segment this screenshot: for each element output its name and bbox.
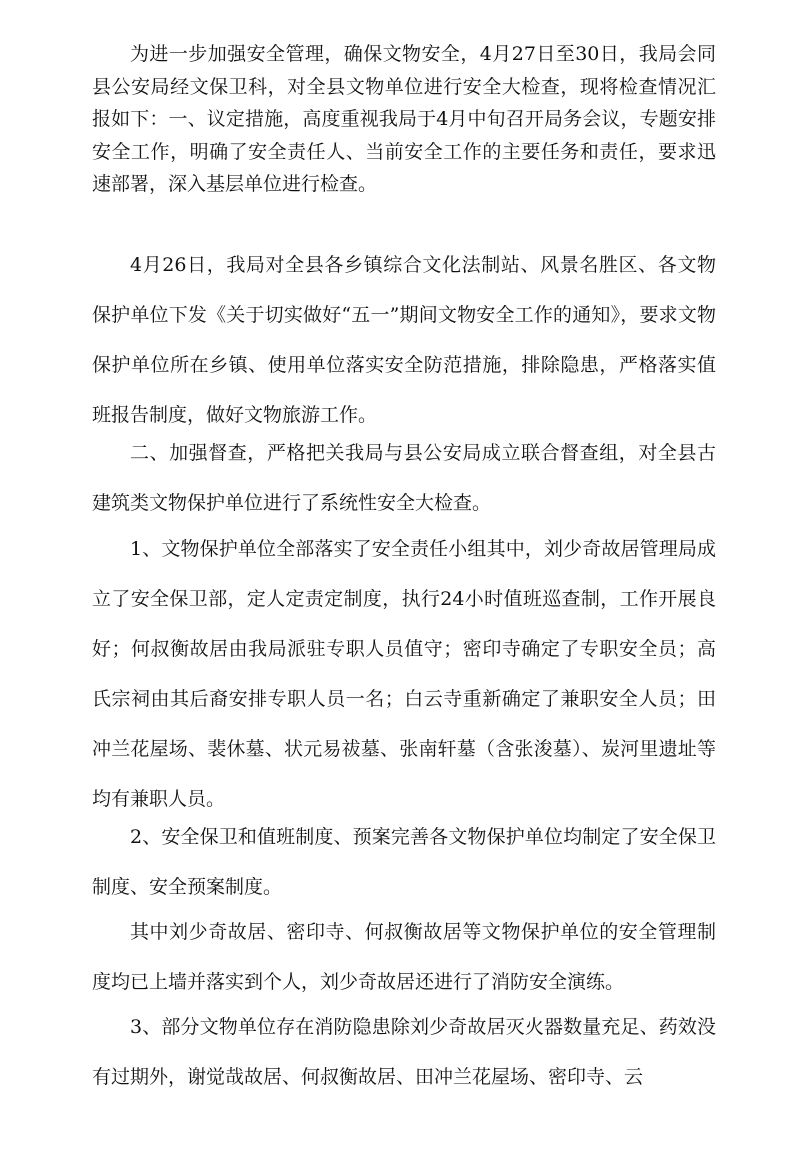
paragraph-fire-hazard: 3、部分文物单位存在消防隐患除刘少奇故居灭火器数量充足、药效没有过期外，谢觉哉故居、何叔衡故居、田冲兰花屋场、密印寺、云 (92, 1016, 716, 1088)
paragraph-supervision: 二、加强督查，严格把关我局与县公安局成立联合督查组，对全县古建筑类文物保护单位进行了系统性安全大检查。 (92, 442, 716, 514)
paragraph-intro: 为进一步加强安全管理，确保文物安全，4月27日至30日，我局会同县公安局经文保卫科，对全县文物单位进行安全大检查，现将检查情况汇报如下：一、议定措施，高度重视我局于4月中旬召开局务会议，专题安排安全工作，明确了安全责任人、当前安全工作的主要任务和责任，要求迅速部署，深入基层单位进行检查。 (92, 43, 716, 195)
paragraph-responsibility: 1、文物保护单位全部落实了安全责任小组其中，刘少奇故居管理局成立了安全保卫部，定人定责定制度，执行24小时值班巡查制，工作开展良好；何叔衡故居由我局派驻专职人员值守；密印寺确定了专职安全员；高氏宗祠由其后裔安排专职人员一名；白云寺重新确定了兼职安全人员；田冲兰花屋场、裴休墓、状元易祓墓、张南轩墓（含张浚墓）、炭河里遗址等均有兼职人员。 (92, 538, 716, 810)
paragraph-duty-system: 2、安全保卫和值班制度、预案完善各文物保护单位均制定了安全保卫制度、安全预案制度。 (92, 826, 716, 898)
paragraph-notice: 4月26日，我局对全县各乡镇综合文化法制站、风景名胜区、各文物保护单位下发《关于切实做好“五一”期间文物安全工作的通知》，要求文物保护单位所在乡镇、使用单位落实安全防范措施，排除隐患，严格落实值班报告制度，做好文物旅游工作。 (92, 254, 716, 426)
paragraph-management: 其中刘少奇故居、密印寺、何叔衡故居等文物保护单位的安全管理制度均已上墙并落实到个人，刘少奇故居还进行了消防安全演练。 (92, 921, 716, 993)
